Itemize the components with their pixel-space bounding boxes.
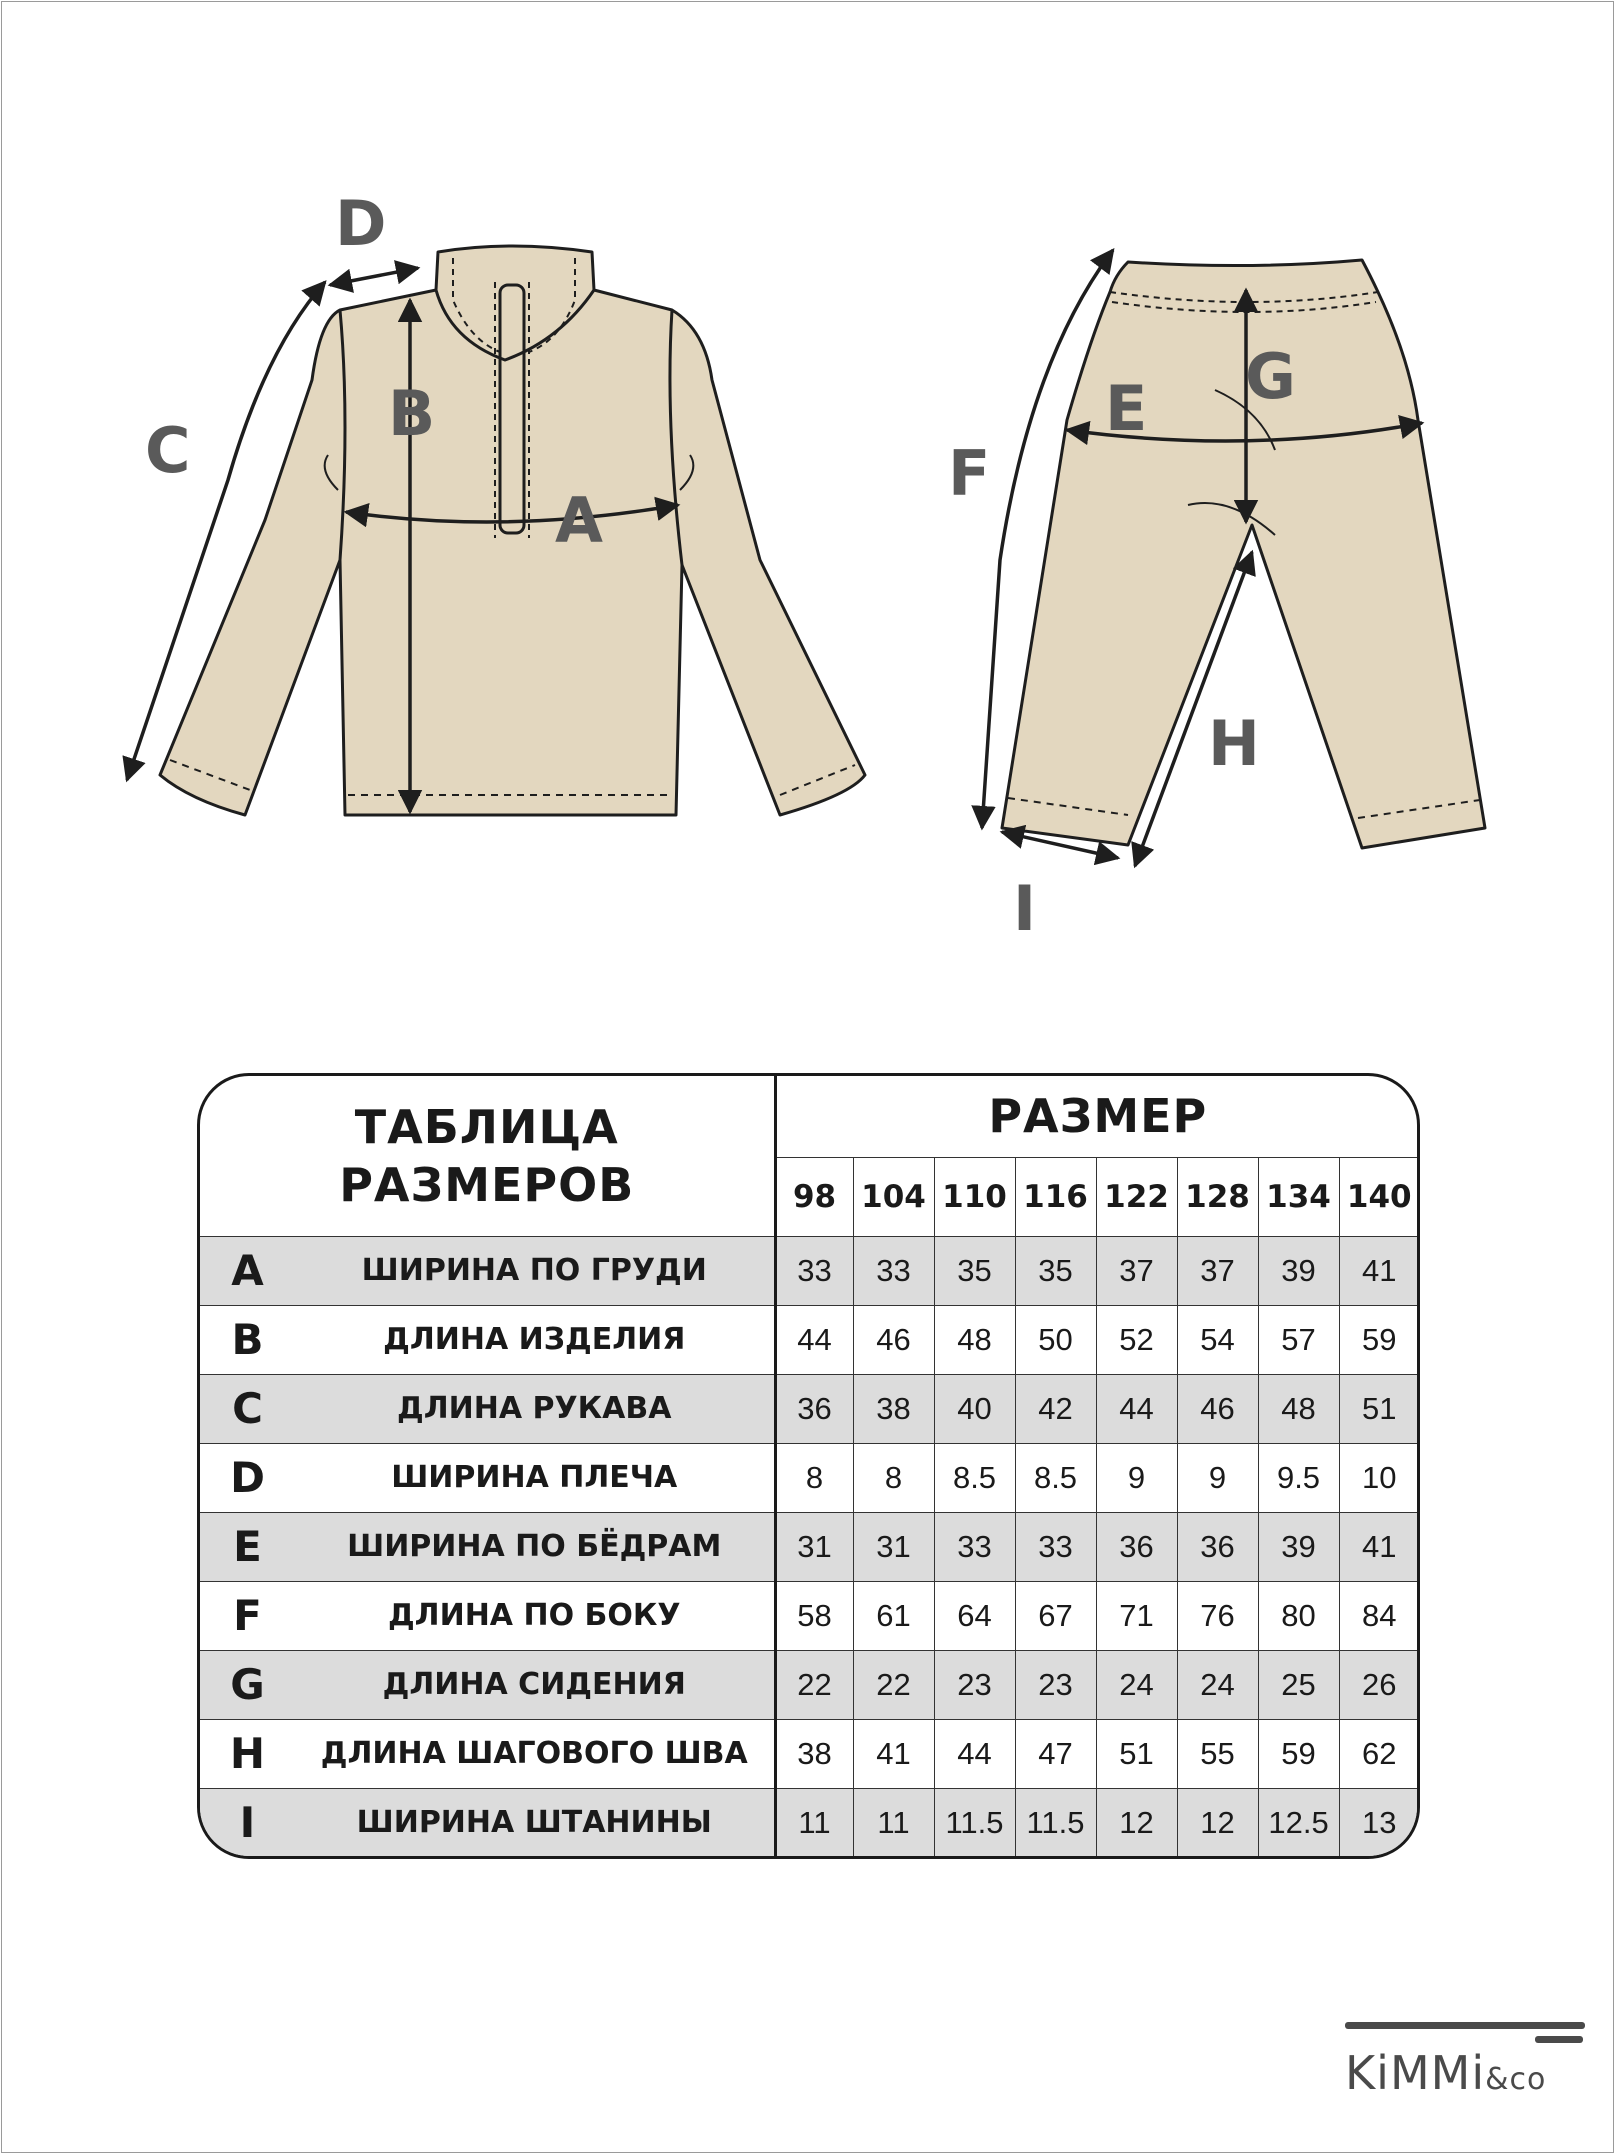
jacket-drawing <box>160 246 865 815</box>
row-value-cell: 24 <box>1177 1650 1258 1719</box>
row-value-cell: 11.5 <box>934 1788 1015 1857</box>
row-value-cell: 31 <box>775 1512 853 1581</box>
row-measurement-name: ДЛИНА СИДЕНИЯ <box>295 1650 775 1719</box>
row-letter: E <box>200 1512 295 1581</box>
table-title <box>200 1076 775 1236</box>
row-value-cell: 44 <box>775 1305 853 1374</box>
table-row <box>200 1443 1419 1512</box>
row-value-cell: 42 <box>1015 1374 1096 1443</box>
table-row <box>200 1305 1419 1374</box>
logo-suffix: &co <box>1485 2062 1547 2097</box>
row-letter: G <box>200 1650 295 1719</box>
row-value-cell: 12 <box>1177 1788 1258 1857</box>
row-value-cell: 41 <box>1339 1512 1419 1581</box>
row-value-cell: 51 <box>1339 1374 1419 1443</box>
row-value-cell: 9 <box>1096 1443 1177 1512</box>
row-value-cell: 36 <box>775 1374 853 1443</box>
logo-bar-top <box>1345 2022 1585 2029</box>
row-letter: D <box>200 1443 295 1512</box>
row-value-cell: 22 <box>853 1650 934 1719</box>
table-row <box>200 1512 1419 1581</box>
size-140: 140 <box>1339 1157 1419 1236</box>
row-value-cell: 44 <box>1096 1374 1177 1443</box>
row-value-cell: 57 <box>1258 1305 1339 1374</box>
row-value-cell: 61 <box>853 1581 934 1650</box>
table-row <box>200 1719 1419 1788</box>
row-value-cell: 8.5 <box>934 1443 1015 1512</box>
logo-main: KiMMi <box>1345 2046 1486 2100</box>
row-value-cell: 41 <box>853 1719 934 1788</box>
row-value-cell: 35 <box>934 1236 1015 1305</box>
row-measurement-name: ШИРИНА ПЛЕЧА <box>295 1443 775 1512</box>
row-value-cell: 35 <box>1015 1236 1096 1305</box>
row-value-cell: 8.5 <box>1015 1443 1096 1512</box>
row-value-cell: 62 <box>1339 1719 1419 1788</box>
row-value-cell: 37 <box>1096 1236 1177 1305</box>
row-value-cell: 67 <box>1015 1581 1096 1650</box>
row-value-cell: 40 <box>934 1374 1015 1443</box>
row-value-cell: 9.5 <box>1258 1443 1339 1512</box>
row-value-cell: 12.5 <box>1258 1788 1339 1857</box>
label-i: I <box>1013 872 1037 945</box>
row-measurement-name: ДЛИНА ШАГОВОГО ШВА <box>295 1719 775 1788</box>
row-measurement-name: ДЛИНА ПО БОКУ <box>295 1581 775 1650</box>
row-value-cell: 33 <box>1015 1512 1096 1581</box>
row-value-cell: 48 <box>934 1305 1015 1374</box>
label-b: B <box>388 377 436 450</box>
row-value-cell: 24 <box>1096 1650 1177 1719</box>
row-value-cell: 46 <box>853 1305 934 1374</box>
size-122: 122 <box>1096 1157 1177 1236</box>
row-value-cell: 39 <box>1258 1512 1339 1581</box>
row-value-cell: 59 <box>1339 1305 1419 1374</box>
row-value-cell: 36 <box>1096 1512 1177 1581</box>
row-value-cell: 8 <box>853 1443 934 1512</box>
row-letter: I <box>200 1788 295 1857</box>
row-value-cell: 11.5 <box>1015 1788 1096 1857</box>
row-value-cell: 33 <box>775 1236 853 1305</box>
size-98: 98 <box>775 1157 853 1236</box>
row-value-cell: 48 <box>1258 1374 1339 1443</box>
row-value-cell: 52 <box>1096 1305 1177 1374</box>
label-c: C <box>145 414 191 487</box>
size-chart-table <box>197 1073 1420 1859</box>
table-row <box>200 1236 1419 1305</box>
brand-logo <box>1345 2020 1585 2100</box>
row-value-cell: 36 <box>1177 1512 1258 1581</box>
row-value-cell: 46 <box>1177 1374 1258 1443</box>
row-value-cell: 9 <box>1177 1443 1258 1512</box>
label-h: H <box>1208 707 1260 780</box>
row-letter: H <box>200 1719 295 1788</box>
row-value-cell: 80 <box>1258 1581 1339 1650</box>
row-value-cell: 38 <box>775 1719 853 1788</box>
row-value-cell: 38 <box>853 1374 934 1443</box>
garment-diagram <box>0 0 1617 960</box>
size-128: 128 <box>1177 1157 1258 1236</box>
row-value-cell: 41 <box>1339 1236 1419 1305</box>
label-g: G <box>1245 340 1296 413</box>
row-measurement-name: ДЛИНА ИЗДЕЛИЯ <box>295 1305 775 1374</box>
row-measurement-name: ШИРИНА ПО ГРУДИ <box>295 1236 775 1305</box>
size-104: 104 <box>853 1157 934 1236</box>
label-d: D <box>335 187 387 260</box>
label-e: E <box>1105 372 1148 445</box>
table-title-line1: ТАБЛИЦА <box>354 1099 619 1154</box>
row-value-cell: 31 <box>853 1512 934 1581</box>
table-row <box>200 1581 1419 1650</box>
table-row <box>200 1788 1419 1857</box>
size-116: 116 <box>1015 1157 1096 1236</box>
row-value-cell: 10 <box>1339 1443 1419 1512</box>
row-value-cell: 64 <box>934 1581 1015 1650</box>
row-value-cell: 22 <box>775 1650 853 1719</box>
label-f: F <box>948 437 991 510</box>
row-letter: F <box>200 1581 295 1650</box>
row-measurement-name: ШИРИНА ШТАНИНЫ <box>295 1788 775 1857</box>
row-letter: C <box>200 1374 295 1443</box>
row-value-cell: 23 <box>934 1650 1015 1719</box>
row-value-cell: 13 <box>1339 1788 1419 1857</box>
row-value-cell: 59 <box>1258 1719 1339 1788</box>
row-value-cell: 44 <box>934 1719 1015 1788</box>
row-value-cell: 33 <box>934 1512 1015 1581</box>
row-value-cell: 11 <box>853 1788 934 1857</box>
row-letter: B <box>200 1305 295 1374</box>
size-header: РАЗМЕР <box>775 1076 1419 1157</box>
row-value-cell: 50 <box>1015 1305 1096 1374</box>
row-value-cell: 71 <box>1096 1581 1177 1650</box>
table-row <box>200 1650 1419 1719</box>
row-measurement-name: ШИРИНА ПО БЁДРАМ <box>295 1512 775 1581</box>
logo-bar-short <box>1535 2036 1583 2043</box>
row-value-cell: 39 <box>1258 1236 1339 1305</box>
row-value-cell: 37 <box>1177 1236 1258 1305</box>
row-value-cell: 8 <box>775 1443 853 1512</box>
row-value-cell: 25 <box>1258 1650 1339 1719</box>
row-value-cell: 11 <box>775 1788 853 1857</box>
row-measurement-name: ДЛИНА РУКАВА <box>295 1374 775 1443</box>
row-value-cell: 12 <box>1096 1788 1177 1857</box>
size-134: 134 <box>1258 1157 1339 1236</box>
label-a: A <box>555 484 603 557</box>
row-value-cell: 58 <box>775 1581 853 1650</box>
row-value-cell: 47 <box>1015 1719 1096 1788</box>
row-value-cell: 84 <box>1339 1581 1419 1650</box>
row-value-cell: 33 <box>853 1236 934 1305</box>
row-value-cell: 76 <box>1177 1581 1258 1650</box>
row-letter: A <box>200 1236 295 1305</box>
row-value-cell: 55 <box>1177 1719 1258 1788</box>
size-110: 110 <box>934 1157 1015 1236</box>
table-row <box>200 1374 1419 1443</box>
row-value-cell: 51 <box>1096 1719 1177 1788</box>
row-value-cell: 54 <box>1177 1305 1258 1374</box>
table-title-line2: РАЗМЕРОВ <box>339 1157 635 1212</box>
row-value-cell: 26 <box>1339 1650 1419 1719</box>
row-value-cell: 23 <box>1015 1650 1096 1719</box>
logo-text <box>1345 2046 1546 2100</box>
